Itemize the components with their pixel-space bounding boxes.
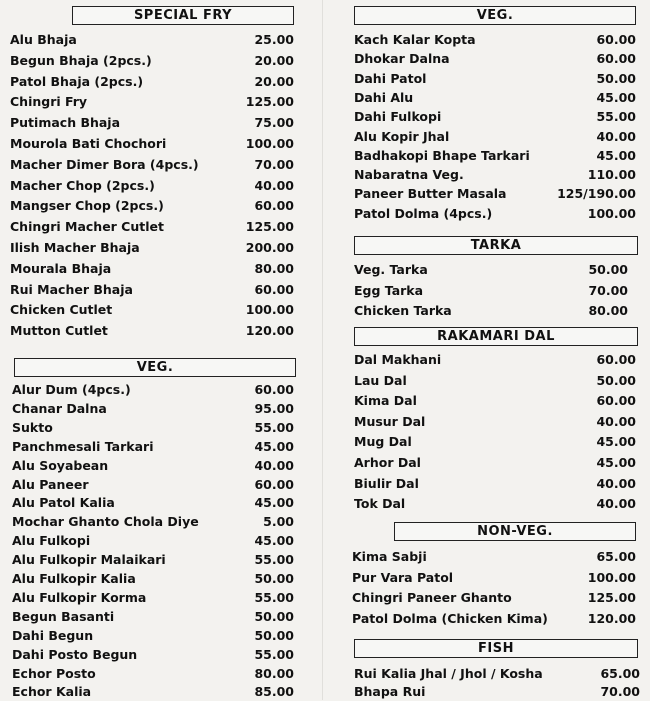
- menu-item-price: 125.00: [587, 590, 636, 606]
- menu-item-name: Alu Bhaja: [10, 32, 77, 47]
- menu-item-name: Dhokar Dalna: [354, 51, 450, 67]
- menu-item: [354, 392, 636, 410]
- menu-item-name: Badhakopi Bhape Tarkari: [354, 147, 530, 163]
- menu-item-name: Dahi Fulkopi: [354, 109, 442, 125]
- menu-item-price: 80.00: [254, 260, 294, 276]
- menu-item-price: 80.00: [254, 665, 294, 681]
- menu-item: [352, 569, 636, 587]
- menu-item-price: 40.00: [596, 413, 636, 429]
- menu-item: [10, 93, 294, 111]
- menu-item-name: Putimach Bhaja: [10, 115, 121, 131]
- menu-item: [12, 627, 294, 645]
- menu-item-name: Mug Dal: [354, 434, 412, 450]
- menu-item-price: 125.00: [245, 94, 294, 110]
- menu-item-price: 20.00: [254, 52, 294, 68]
- menu-item-price: 80.00: [588, 303, 628, 319]
- menu-item: [12, 570, 294, 588]
- menu-item: [352, 548, 636, 566]
- menu-item-price: 25.00: [254, 32, 294, 47]
- menu-item-name: Dahi Posto Begun: [12, 646, 138, 662]
- menu-item-price: 50.00: [254, 627, 294, 643]
- menu-item-name: Panchmesali Tarkari: [12, 438, 154, 454]
- menu-item: [354, 475, 636, 493]
- menu-item: [354, 495, 636, 513]
- menu-item-name: Tok Dal: [354, 496, 406, 512]
- menu-item-name: Chanar Dalna: [12, 400, 107, 416]
- menu-item: [354, 205, 636, 223]
- menu-item-price: 60.00: [254, 476, 294, 492]
- menu-item: [354, 89, 636, 107]
- menu-item-name: Dal Makhani: [354, 352, 442, 367]
- menu-item-price: 125.00: [245, 219, 294, 235]
- menu-item: [354, 185, 636, 203]
- menu-item-price: 100.00: [245, 302, 294, 318]
- menu-item-name: Alu Fulkopir Malaikari: [12, 552, 166, 568]
- menu-item-price: 85.00: [254, 684, 294, 700]
- menu-item-price: 100.00: [587, 205, 636, 221]
- menu-item: [12, 381, 294, 399]
- menu-item-price: 50.00: [254, 608, 294, 624]
- menu-item-price: 50.00: [254, 571, 294, 586]
- menu-item: [12, 551, 294, 569]
- menu-item: [12, 476, 294, 494]
- section-title-non-veg: NON-VEG.: [394, 522, 636, 541]
- menu-item: [10, 114, 294, 132]
- menu-item-name: Patol Dolma (4pcs.): [354, 205, 493, 221]
- menu-item: [12, 513, 294, 531]
- menu-item-price: 45.00: [596, 455, 636, 470]
- menu-item-name: Patol Dolma (Chicken Kima): [352, 611, 548, 627]
- menu-item: [354, 108, 636, 126]
- menu-item-name: Alu Fulkopir Korma: [12, 589, 147, 605]
- section-title-rakamari-dal: RAKAMARI DAL: [354, 327, 638, 346]
- menu-item-price: 50.00: [596, 70, 636, 86]
- menu-item: [352, 610, 636, 628]
- menu-item-price: 45.00: [254, 495, 294, 511]
- menu-item-price: 40.00: [254, 457, 294, 473]
- menu-item: [10, 218, 294, 236]
- menu-item: [354, 70, 636, 88]
- menu-item-name: Biulir Dal: [354, 475, 419, 491]
- menu-item-price: 50.00: [588, 262, 628, 277]
- section-title-tarka: TARKA: [354, 236, 638, 255]
- menu-item: [354, 147, 636, 165]
- menu-item-price: 40.00: [596, 128, 636, 144]
- menu-item-price: 60.00: [254, 382, 294, 397]
- menu-item-price: 200.00: [245, 240, 294, 255]
- menu-item-name: Veg. Tarka: [354, 262, 428, 277]
- menu-item-price: 60.00: [596, 32, 636, 47]
- menu-item-name: Mourala Bhaja: [10, 260, 112, 276]
- menu-item-price: 55.00: [254, 589, 294, 605]
- menu-item-name: Rui Macher Bhaja: [10, 281, 133, 297]
- menu-item-price: 45.00: [254, 438, 294, 454]
- menu-item-name: Paneer Butter Masala: [354, 186, 507, 202]
- menu-item-price: 100.00: [245, 136, 294, 151]
- menu-item: [354, 128, 636, 146]
- menu-item-price: 70.00: [600, 684, 640, 699]
- menu-item: [354, 665, 640, 683]
- menu-item-price: 40.00: [254, 177, 294, 193]
- menu-item-name: Arhor Dal: [354, 455, 421, 470]
- menu-item-name: Pur Vara Patol: [352, 569, 454, 585]
- menu-item-name: Sukto: [12, 419, 53, 435]
- menu-item: [12, 400, 294, 418]
- menu-item: [12, 665, 294, 683]
- menu-item-name: Chicken Cutlet: [10, 302, 113, 318]
- menu-item: [12, 438, 294, 456]
- menu-item-price: 110.00: [587, 167, 636, 183]
- menu-item-price: 45.00: [596, 147, 636, 163]
- menu-item-price: 120.00: [245, 323, 294, 339]
- menu-item: [354, 433, 636, 451]
- menu-item-name: Patol Bhaja (2pcs.): [10, 73, 144, 89]
- menu-item-name: Alu Paneer: [12, 476, 89, 492]
- menu-item: [354, 282, 628, 300]
- menu-item-price: 20.00: [254, 73, 294, 89]
- menu-item-name: Kima Sabji: [352, 549, 427, 564]
- menu-item-price: 5.00: [263, 514, 294, 530]
- menu-item-price: 55.00: [596, 109, 636, 125]
- menu-item-name: Chicken Tarka: [354, 303, 452, 319]
- menu-item-name: Mochar Ghanto Chola Diye: [12, 514, 199, 530]
- menu-item-price: 55.00: [254, 419, 294, 435]
- menu-item-price: 40.00: [596, 496, 636, 512]
- menu-item-price: 60.00: [596, 393, 636, 409]
- menu-item-price: 70.00: [254, 156, 294, 172]
- menu-item: [352, 589, 636, 607]
- menu-item-name: Mutton Cutlet: [10, 323, 108, 339]
- menu-item-name: Echor Posto: [12, 665, 96, 681]
- menu-item-price: 60.00: [596, 352, 636, 367]
- menu-item: [12, 494, 294, 512]
- menu-item-price: 55.00: [254, 646, 294, 662]
- menu-item-name: Kach Kalar Kopta: [354, 32, 476, 47]
- menu-item: [10, 52, 294, 70]
- menu-item-name: Mangser Chop (2pcs.): [10, 198, 164, 214]
- menu-item-name: Dahi Alu: [354, 89, 414, 105]
- section-title-fish: FISH: [354, 639, 638, 658]
- menu-item: [354, 302, 628, 320]
- menu-item-price: 120.00: [587, 611, 636, 627]
- menu-item-price: 65.00: [596, 549, 636, 564]
- menu-item-name: Chingri Fry: [10, 94, 88, 110]
- section-title-veg-right: VEG.: [354, 6, 636, 25]
- menu-item: [10, 281, 294, 299]
- menu-item-price: 45.00: [254, 533, 294, 549]
- menu-item-name: Chingri Macher Cutlet: [10, 219, 164, 235]
- menu-item-name: Alu Kopir Jhal: [354, 128, 450, 144]
- menu-item: [10, 135, 294, 153]
- menu-item-name: Macher Chop (2pcs.): [10, 177, 155, 193]
- menu-item-name: Dahi Patol: [354, 70, 427, 86]
- menu-item-name: Nabaratna Veg.: [354, 167, 464, 183]
- menu-item-name: Ilish Macher Bhaja: [10, 240, 140, 255]
- menu-item: [354, 351, 636, 369]
- menu-item-name: Musur Dal: [354, 413, 426, 429]
- menu-item-price: 45.00: [596, 434, 636, 450]
- menu-item-price: 65.00: [600, 666, 640, 681]
- menu-item: [10, 260, 294, 278]
- menu-item: [10, 301, 294, 319]
- menu-item-price: 40.00: [596, 475, 636, 491]
- menu-item: [12, 457, 294, 475]
- menu-item-name: Mourola Bati Chochori: [10, 136, 167, 151]
- menu-item: [354, 261, 628, 279]
- menu-item-price: 45.00: [596, 89, 636, 105]
- menu-item: [354, 31, 636, 49]
- menu-item: [12, 532, 294, 550]
- menu-item: [12, 683, 294, 701]
- menu-item-name: Rui Kalia Jhal / Jhol / Kosha: [354, 666, 543, 681]
- menu-item-price: 70.00: [588, 282, 628, 298]
- menu-item-price: 60.00: [596, 51, 636, 67]
- menu-item-name: Alu Soyabean: [12, 457, 109, 473]
- menu-item: [354, 166, 636, 184]
- menu-item-price: 100.00: [587, 569, 636, 585]
- section-title-special-fry: SPECIAL FRY: [72, 6, 294, 25]
- menu-item-name: Begun Bhaja (2pcs.): [10, 52, 152, 68]
- menu-item: [12, 646, 294, 664]
- menu-item: [354, 454, 636, 472]
- menu-item: [10, 73, 294, 91]
- menu-item-name: Alu Fulkopi: [12, 533, 91, 549]
- menu-item-name: Kima Dal: [354, 393, 417, 409]
- menu-item-price: 95.00: [254, 400, 294, 416]
- menu-item-name: Chingri Paneer Ghanto: [352, 590, 512, 606]
- menu-item-name: Macher Dimer Bora (4pcs.): [10, 156, 199, 172]
- menu-item-price: 60.00: [254, 198, 294, 214]
- menu-item-name: Alu Patol Kalia: [12, 495, 115, 511]
- menu-item: [10, 177, 294, 195]
- menu-item-name: Egg Tarka: [354, 282, 424, 298]
- menu-item: [354, 683, 640, 701]
- menu-item: [354, 372, 636, 390]
- column-divider: [322, 0, 323, 700]
- menu-item-price: 50.00: [596, 372, 636, 388]
- menu-item: [10, 239, 294, 257]
- menu-item: [12, 419, 294, 437]
- menu-item: [354, 50, 636, 68]
- menu-item-price: 60.00: [254, 281, 294, 297]
- menu-item-price: 125/190.00: [557, 186, 636, 202]
- section-title-veg-left: VEG.: [14, 358, 296, 377]
- menu-item: [10, 322, 294, 340]
- menu-item: [10, 31, 294, 49]
- menu-item-name: Echor Kalia: [12, 684, 92, 700]
- menu-item-name: Bhapa Rui: [354, 684, 426, 699]
- menu-item: [10, 156, 294, 174]
- menu-item: [12, 608, 294, 626]
- menu-item-price: 75.00: [254, 115, 294, 131]
- menu-item-name: Lau Dal: [354, 372, 407, 388]
- menu-item-name: Dahi Begun: [12, 627, 94, 643]
- menu-item: [354, 413, 636, 431]
- menu-item-name: Alur Dum (4pcs.): [12, 382, 131, 397]
- menu-item: [10, 197, 294, 215]
- menu-item-name: Alu Fulkopir Kalia: [12, 571, 136, 586]
- menu-item: [12, 589, 294, 607]
- menu-item-price: 55.00: [254, 552, 294, 568]
- menu-item-name: Begun Basanti: [12, 608, 115, 624]
